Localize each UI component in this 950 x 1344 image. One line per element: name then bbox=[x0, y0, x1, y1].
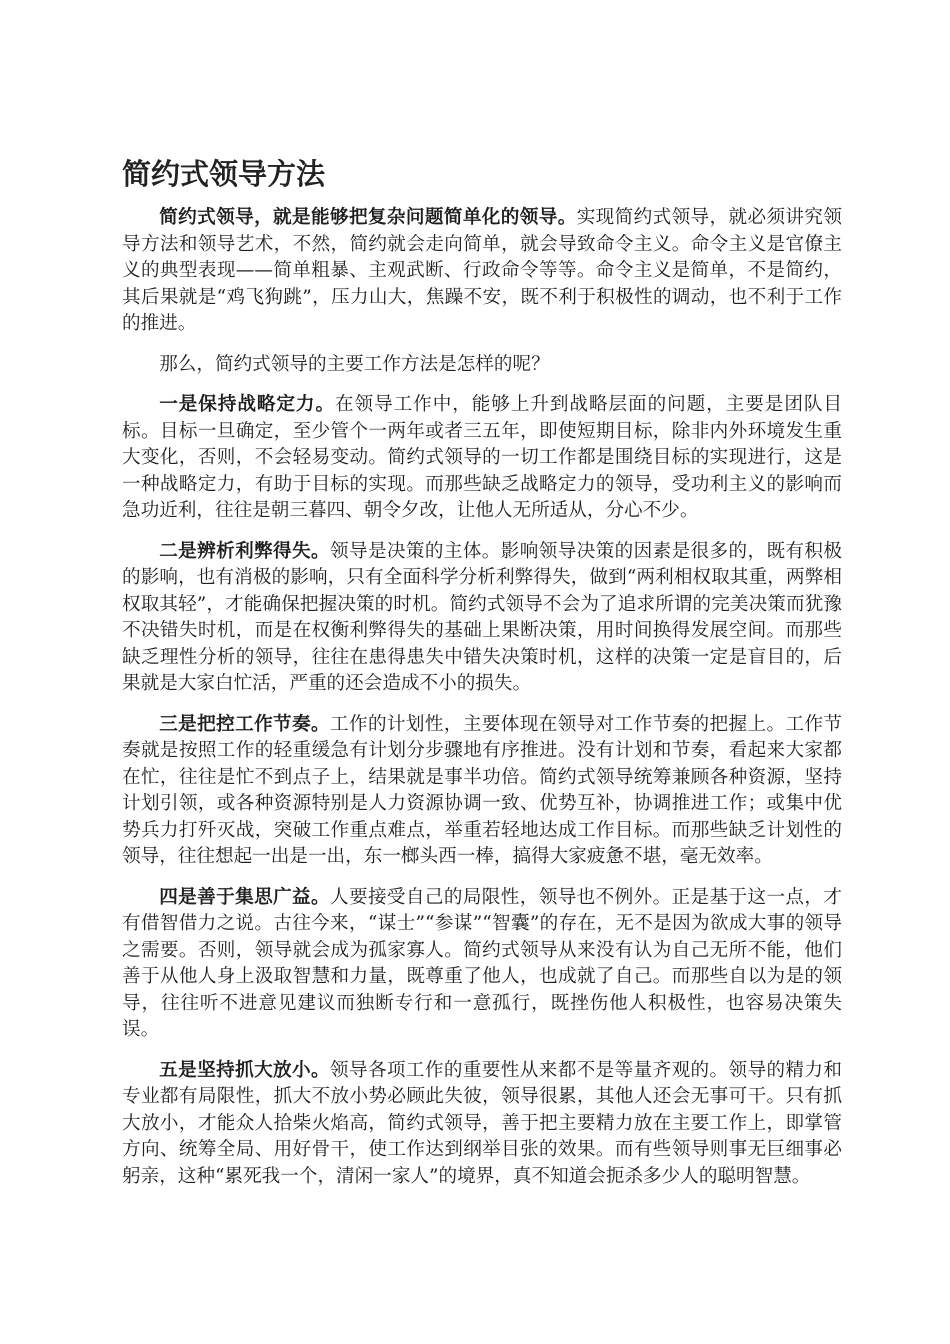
paragraph-lead: 一是保持战略定力。 bbox=[159, 394, 336, 415]
paragraph-point-3 bbox=[122, 712, 842, 871]
paragraph-lead: 二是辨析利弊得失。 bbox=[159, 540, 330, 562]
document-body bbox=[122, 205, 842, 1204]
paragraph-lead: 三是把控工作节奏。 bbox=[159, 713, 330, 735]
paragraph-intro bbox=[122, 205, 842, 338]
paragraph-lead: 简约式领导，就是能够把复杂问题简单化的领导。 bbox=[159, 207, 577, 228]
paragraph-lead: 五是坚持抓大放小。 bbox=[159, 1059, 330, 1081]
paragraph-text: 领导是决策的主体。影响领导决策的因素是很多的，既有积极的影响，也有消极的影响，只有全面科学分析利弊得失，做到“两利相权取其重，两弊相权取其轻”，才能确保把握决策的时机。简约式领导不会为了追求所谓的完美决策而犹豫不决错失时机，而是在权衡利弊得失的基础上果断决策，用时间换得发展空间。而那些缺乏理性分析的领导，往往在患得患失中错失决策时机，这样的决策一定是盲目的，后果就是大家白忙活，严重的还会造成不小的损失。 bbox=[122, 540, 842, 694]
paragraph-point-2 bbox=[122, 539, 842, 698]
paragraph-text: 那么，简约式领导的主要工作方法是怎样的呢？ bbox=[159, 353, 550, 375]
paragraph-point-5 bbox=[122, 1058, 842, 1191]
paragraph-question bbox=[122, 352, 842, 379]
paragraph-text: 领导各项工作的重要性从来都不是等量齐观的。领导的精力和专业都有局限性，抓大不放小势必顾此失彼，领导很累，其他人还会无事可干。只有抓大放小，才能众人拾柴火焰高，简约式领导，善于把主要精力放在主要工作上，即掌管方向、统筹全局、用好骨干，使工作达到纲举目张的效果。而有些领导则事无巨细事必躬亲，这种“累死我一个，清闲一家人”的境界，真不知道会扼杀多少人的聪明智慧。 bbox=[122, 1059, 842, 1187]
document-title: 简约式领导方法 bbox=[122, 157, 326, 191]
paragraph-lead: 四是善于集思广益。 bbox=[159, 886, 330, 908]
paragraph-point-4 bbox=[122, 885, 842, 1044]
paragraph-text: 人要接受自己的局限性，领导也不例外。正是基于这一点，才有借智借力之说。古往今来，“谋士”“参谋”“智囊”的存在，无不是因为欲成大事的领导之需要。否则，领导就会成为孤家寡人。简约式领导从来没有认为自己无所不能，他们善于从他人身上汲取智慧和力量，既尊重了他人，也成就了自己。而那些自以为是的领导，往往听不进意见建议而独断专行和一意孤行，既挫伤他人积极性，也容易决策失误。 bbox=[122, 886, 842, 1040]
paragraph-text: 工作的计划性，主要体现在领导对工作节奏的把握上。工作节奏就是按照工作的轻重缓急有计划分步骤地有序推进。没有计划和节奏，看起来大家都在忙，往往是忙不到点子上，结果就是事半功倍。简约式领导统筹兼顾各种资源，坚持计划引领，或各种资源特别是人力资源协调一致、优势互补，协调推进工作；或集中优势兵力打歼灭战，突破工作重点难点，举重若轻地达成工作目标。而那些缺乏计划性的领导，往往想起一出是一出，东一榔头西一棒，搞得大家疲惫不堪，毫无效率。 bbox=[122, 713, 842, 867]
paragraph-point-1 bbox=[122, 392, 842, 525]
paragraph-text: 在领导工作中，能够上升到战略层面的问题，主要是团队目标。目标一旦确定，至少管个一两年或者三五年，即使短期目标，除非内外环境发生重大变化，否则，不会轻易变动。简约式领导的一切工作都是围绕目标的实现进行，这是一种战略定力，有助于目标的实现。而那些缺乏战略定力的领导，受功利主义的影响而急功近利，往往是朝三暮四、朝令夕改，让他人无所适从，分心不少。 bbox=[122, 394, 842, 521]
paragraph-text: 实现简约式领导，就必须讲究领导方法和领导艺术，不然，简约就会走向简单，就会导致命令主义。命令主义是官僚主义的典型表现——简单粗暴、主观武断、行政命令等等。命令主义是简单，不是简约，其后果就是“鸡飞狗跳”，压力山大，焦躁不安，既不利于积极性的调动，也不利于工作的推进。 bbox=[122, 207, 842, 334]
